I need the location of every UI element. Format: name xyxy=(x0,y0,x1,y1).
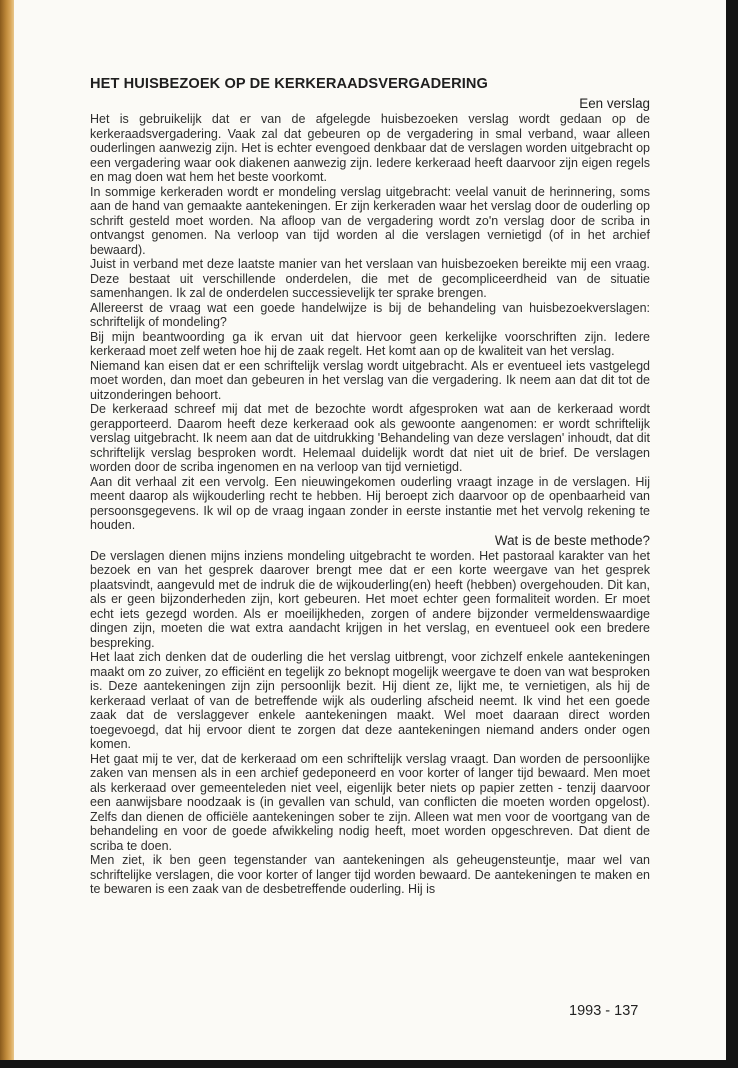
page-bottom-shadow xyxy=(0,1060,738,1068)
paragraph: Men ziet, ik ben geen tegenstander van aantekeningen als geheugensteuntje, maar wel van schriftelijke verslagen, die voor korter of langer tijd worden bewaard. De aantekeningen te maken en te bewaren is een zaak van de desbetreffende ouderling. Hij is xyxy=(90,853,650,896)
page-right-shadow xyxy=(726,0,738,1068)
section-een-verslag xyxy=(90,112,650,533)
paragraph: Niemand kan eisen dat er een schriftelijk verslag wordt uitgebracht. Als er eventueel iets vastgelegd moet worden, dan moet dan gebeuren in het verslag van die vergadering. Ik neem aan dat dit tot de uitzonderingen behoort. xyxy=(90,358,650,402)
article xyxy=(90,76,650,897)
section-beste-methode xyxy=(90,549,650,897)
paragraph: Juist in verband met deze laatste manier van het verslaan van huisbezoeken bereikte mij een vraag. Deze bestaat uit verschillende onderdelen, die met de gecompliceerdheid van de situatie samenhangen. Ik zal de onderdelen successievelijk ter sprake brengen. xyxy=(90,257,650,300)
paragraph: Allereerst de vraag wat een goede handelwijze is bij de behandeling van huisbezoekverslagen: schriftelijk of mondeling? xyxy=(90,300,650,329)
paragraph: De kerkeraad schreef mij dat met de bezochte wordt afgesproken wat aan de kerkeraad wordt gerapporteerd. Daarom heeft deze kerkeraad ook als gewoonte aangenomen: er wordt schriftelijk verslag uitgebracht. Ik neem aan dat de uitdrukking 'Behandeling van deze verslagen' inhoudt, dat dit schriftelijk verslag besproken wordt. Helemaal duidelijk wordt dat niet uit de brief. De verslagen worden door de scriba ingenomen en na verloop van tijd vernietigd. xyxy=(90,402,650,474)
paragraph: Aan dit verhaal zit een vervolg. Een nieuwingekomen ouderling vraagt inzage in de verslagen. Hij meent daarop als wijkouderling recht te hebben. Hij beroept zich daarvoor op de openbaarheid van persoonsgegevens. Ik wil op de vraag ingaan zonder in eerste instantie met het vervolg rekening te houden. xyxy=(90,474,650,532)
section-heading-beste-methode: Wat is de beste methode? xyxy=(494,532,650,548)
page-binding-edge xyxy=(0,0,14,1068)
paragraph: De verslagen dienen mijns inziens mondeling uitgebracht te worden. Het pastoraal karakter van het bezoek en van het gesprek daarover brengt mee dat er een korte weergave van het gesprek plaatsvindt, aangevuld met de indruk die de wijkouderling(en) heeft (hebben) overgehouden. Dit kan, als er geen bijzonderheden zijn, kort gebeuren. Het moet echter geen formaliteit worden. Er moet echt iets gezegd worden. Als er moeilijkheden, zorgen of andere bijzonder vermeldenswaardige dingen zijn, moeten die wat extra aandacht krijgen in het verslag, en eventueel ook een bredere bespreking. xyxy=(90,548,650,650)
paragraph: In sommige kerkeraden wordt er mondeling verslag uitgebracht: veelal vanuit de herinnering, soms aan de hand van gemaakte aantekeningen. Er zijn kerkeraden waar het verslag door de ouderling op schrift gesteld moet worden. Na afloop van de vergadering wordt zo'n verslag door de scriba in ontvangst genomen. Na verloop van tijd worden al die verslagen vernietigd (of in het archief bewaard). xyxy=(90,184,650,257)
page-number: 1993 - 137 xyxy=(569,1003,639,1019)
paragraph: Het is gebruikelijk dat er van de afgelegde huisbezoeken verslag wordt gedaan op de kerkeraadsvergadering. Vaak zal dat gebeuren op de vergadering in smal verband, waar alleen ouderlingen aanwezig zijn. Het is echter evengoed denkbaar dat de verslagen worden uitgebracht op een vergadering waar ook diakenen aanwezig zijn. Iedere kerkeraad heeft daarvoor zijn eigen regels en mag doen wat hem het beste voorkomt. xyxy=(90,112,650,184)
article-title: HET HUISBEZOEK OP DE KERKERAADSVERGADERING xyxy=(90,76,489,92)
paragraph: Het laat zich denken dat de ouderling die het verslag uitbrengt, voor zichzelf enkele aantekeningen maakt om zo zuiver, zo efficiënt en tegelijk zo beknopt mogelijk weergave te doen van wat besproken is. Deze aantekeningen zijn zijn persoonlijk bezit. Hij dient ze, lijkt me, te vernietigen, als hij de kerkeraad verlaat of van de betreffende wijk als ouderling afscheid neemt. Ik vind het een goede zaak dat de verslaggever enkele aantekeningen maakt. Wel moet daaraan direct worden toegevoegd, dat hij ervoor dient te zorgen dat deze aantekeningen niemand anders onder ogen komen. xyxy=(90,650,650,751)
paragraph: Het gaat mij te ver, dat de kerkeraad om een schriftelijk verslag vraagt. Dan worden de persoonlijke zaken van mensen als in een archief gedeponeerd en voor korter of langer tijd bewaard. Men moet als kerkeraad over gemeenteleden niet veel, eigenlijk beter niets op papier zetten - tenzij daarvoor een aanwijsbare noodzaak is (in gevallen van schuld, van conflicten die moeten worden opgelost). Zelfs dan dienen de officiële aantekeningen sober te zijn. Alleen wat men voor de voortgang van de behandeling en voor de goede afwikkeling nodig heeft, moet worden opgeschreven. Dat dient de scriba te doen. xyxy=(90,751,650,853)
paragraph: Bij mijn beantwoording ga ik ervan uit dat hiervoor geen kerkelijke voorschriften zijn. Iedere kerkeraad moet zelf weten hoe hij de zaak regelt. Het komt aan op de kwaliteit van het verslag. xyxy=(90,329,650,358)
section-heading-een-verslag: Een verslag xyxy=(579,96,650,111)
